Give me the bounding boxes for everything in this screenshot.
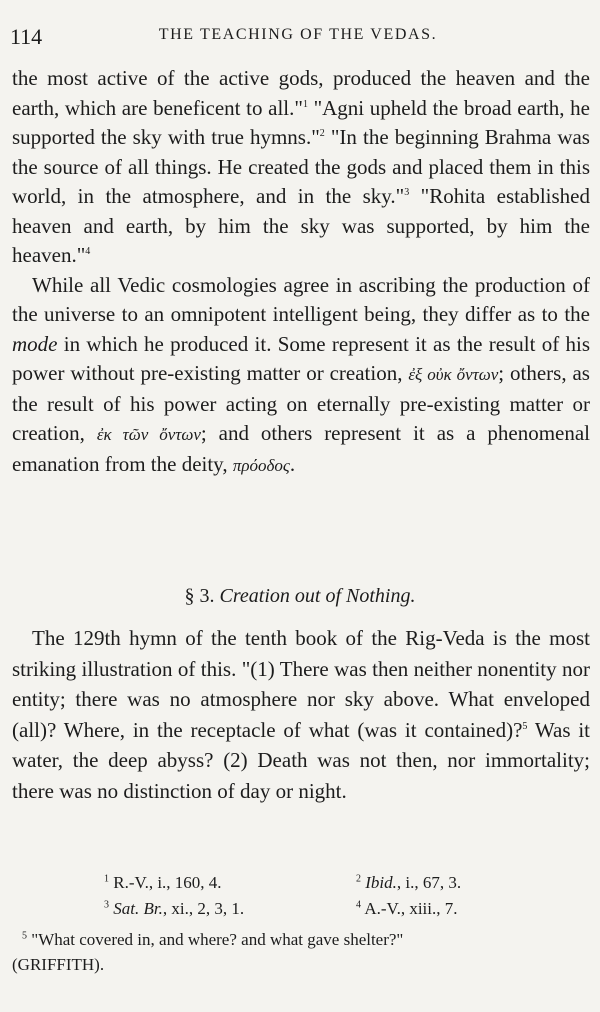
running-title: THE TEACHING OF THE VEDAS.	[158, 26, 438, 43]
footnote-row	[12, 899, 590, 925]
greek-phrase: ἐκ τῶν ὄντων	[96, 425, 201, 444]
footnote-5	[12, 927, 590, 977]
text-run: "Rohita established heaven and earth, by him the sky was supported, by him the heaven."	[12, 184, 590, 267]
body-text-bottom	[12, 623, 590, 806]
page-number: 114	[10, 24, 43, 49]
footnote-2	[356, 873, 461, 893]
text-run: ; others, as the result of his power acting on eternally pre-existing matter or creation,	[12, 361, 590, 445]
footnote-ref-1: 1	[302, 98, 308, 110]
paragraph-quotes	[12, 64, 590, 271]
footnote-mark: 5	[22, 930, 27, 942]
section-number: § 3.	[184, 585, 215, 607]
text-run: in which he produced it. Some represent it as the result of his power without pre-existing matter or creation,	[12, 331, 590, 385]
footnote-source: (GRIFFITH).	[12, 955, 105, 974]
footnote-ref-2: 2	[319, 128, 325, 139]
greek-phrase: πρόοδος	[232, 455, 290, 475]
footnote-mark: 4	[356, 899, 361, 911]
footnote-italic: Sat. Br.	[113, 899, 163, 918]
footnote-row	[12, 873, 590, 899]
text-run: "In the beginning Brahma was the source of all things. He created the gods and placed them in this world, in the atmosphere, and in the sky."	[12, 125, 590, 208]
page-header	[0, 22, 600, 52]
text-run: Was it water, the deep abyss? (2) Death was not then, nor immortality; there was no distinction of day or night.	[12, 717, 591, 803]
text-run: .	[289, 451, 296, 476]
body-text-top	[12, 64, 590, 480]
italic-word: mode	[12, 331, 58, 356]
text-run: ; and others represent it as a phenomenal emanation from the deity,	[12, 421, 591, 476]
footnote-4	[356, 899, 458, 919]
greek-phrase: ἐξ οὐκ ὄντων	[408, 365, 499, 384]
section-title: Creation out of Nothing.	[219, 585, 416, 607]
footnote-1	[104, 873, 222, 893]
text-run: "Agni upheld the broad earth, he supported the sky with true hymns."	[12, 95, 590, 149]
footnote-text: , xi., 2, 3, 1.	[162, 899, 245, 918]
footnote-text: A.-V., xiii., 7.	[364, 899, 458, 918]
text-run: While all Vedic cosmologies agree in ascribing the production of the universe to an omnipotent intelligent being, they differ as to the	[12, 272, 590, 326]
footnote-ref-3: 3	[404, 187, 410, 198]
text-run: The 129th hymn of the tenth book of the Rig-Veda is the most striking illustration of this. "(1) There was then neither nonentity nor entity; there was no atmosphere nor sky above. What enveloped (all)? Where, in the receptacle of what (was it contained)?	[12, 626, 590, 742]
section-heading	[0, 585, 600, 608]
footnote-ref-4: 4	[85, 246, 91, 257]
footnote-text: "What covered in, and where? and what gave shelter?"	[31, 930, 404, 949]
footnote-mark: 2	[356, 873, 361, 885]
footnotes	[12, 873, 590, 977]
footnote-italic: Ibid.	[365, 873, 397, 892]
footnote-mark: 1	[104, 873, 109, 885]
text-run: the most active of the active gods, produced the heaven and the earth, which are beneficent to all."	[12, 66, 590, 120]
paragraph-cosmologies	[12, 271, 590, 481]
paragraph-hymn	[12, 623, 590, 806]
footnote-5-line	[12, 927, 590, 952]
footnote-ref-5: 5	[522, 720, 528, 732]
footnote-mark: 3	[104, 899, 109, 911]
footnote-text: R.-V., i., 160, 4.	[113, 873, 222, 892]
footnote-text: , i., 67, 3.	[396, 873, 462, 892]
footnote-3	[104, 899, 244, 919]
